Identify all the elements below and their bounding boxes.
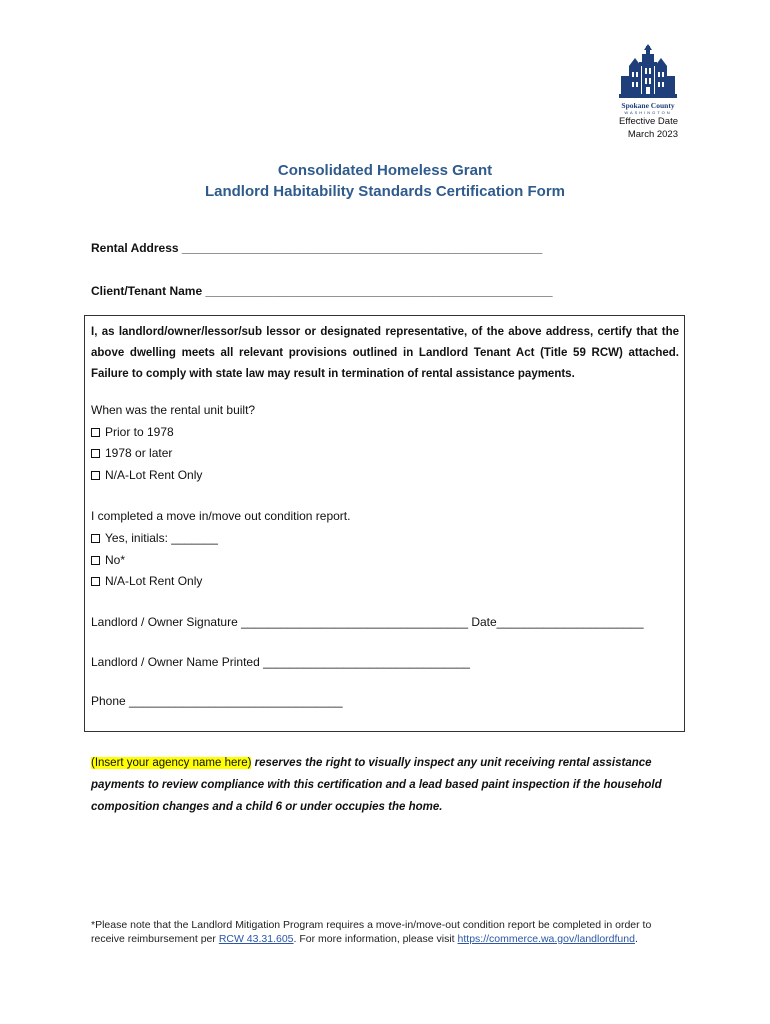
spokane-county-logo xyxy=(612,44,684,115)
option-no[interactable] xyxy=(91,553,125,567)
certification-statement: I, as landlord/owner/lessor/sub lessor or designated representative, of the above address, certify that the above dwelling meets all relevant provisions outlined in Landlord Tenant Act (Title 59 RCW) attached. Failure to comply with state law may result in termination of rental assistance payments. xyxy=(91,326,679,380)
option-label: Prior to 1978 xyxy=(105,425,174,439)
option-label: 1978 or later xyxy=(105,446,173,460)
effective-date-block xyxy=(619,115,678,141)
printed-name-line[interactable]: Landlord / Owner Name Printed _______________________________ xyxy=(91,655,470,669)
effective-date-label: Effective Date xyxy=(619,116,678,127)
footnote-text: . For more information, please visit xyxy=(293,933,458,945)
notice-text: reserves the right to visually inspect any unit receiving rental assistance payments to review compliance with this certification and a lead based paint inspection if the household composition changes and a child 6 or under occupies the home. xyxy=(91,757,662,813)
effective-date-value: March 2023 xyxy=(627,129,678,140)
logo-subtitle: WASHINGTON xyxy=(624,110,672,115)
footnote-text: . xyxy=(634,933,638,945)
rental-address-field[interactable]: Rental Address ______________________________________________________ xyxy=(91,241,543,255)
option-lot-rent-report[interactable] xyxy=(91,574,202,588)
signature-date-line[interactable]: Landlord / Owner Signature __________________________________ Date______________________ xyxy=(91,615,644,629)
option-label: Yes, initials: _______ xyxy=(105,531,218,545)
built-question: When was the rental unit built? xyxy=(91,403,256,417)
option-prior-1978[interactable] xyxy=(91,425,174,439)
landlord-fund-link[interactable]: https://commerce.wa.gov/landlordfund xyxy=(457,933,635,945)
courthouse-icon xyxy=(617,44,679,100)
checkbox-icon[interactable] xyxy=(91,449,100,458)
checkbox-icon[interactable] xyxy=(91,556,100,565)
form-title-line2: Landlord Habitability Standards Certification Form xyxy=(204,183,566,200)
footnote xyxy=(91,918,671,946)
client-tenant-name-field[interactable]: Client/Tenant Name ____________________________________________________ xyxy=(91,284,553,298)
option-label: No* xyxy=(105,553,126,567)
checkbox-icon[interactable] xyxy=(91,534,100,543)
option-1978-or-later[interactable] xyxy=(91,446,172,460)
option-yes-initials[interactable] xyxy=(91,531,218,545)
checkbox-icon[interactable] xyxy=(91,577,100,586)
checkbox-icon[interactable] xyxy=(91,428,100,437)
phone-line[interactable]: Phone ________________________________ xyxy=(91,694,343,708)
option-label: N/A-Lot Rent Only xyxy=(105,574,203,588)
inspection-notice xyxy=(91,752,681,818)
form-title-line1: Consolidated Homeless Grant xyxy=(277,162,493,179)
footnote-text: *Please note that the Landlord Mitigation Program requires a move-in/move-out condition report be completed in order to receive reimbursement per xyxy=(91,919,652,945)
option-lot-rent-built[interactable] xyxy=(91,468,202,482)
rcw-link[interactable]: RCW 43.31.605 xyxy=(218,933,294,945)
checkbox-icon[interactable] xyxy=(91,471,100,480)
agency-name-placeholder: (Insert your agency name here) xyxy=(91,757,252,769)
report-question: I completed a move in/move out condition report. xyxy=(91,509,351,523)
logo-name: Spokane County xyxy=(621,101,675,110)
option-label: N/A-Lot Rent Only xyxy=(105,468,203,482)
